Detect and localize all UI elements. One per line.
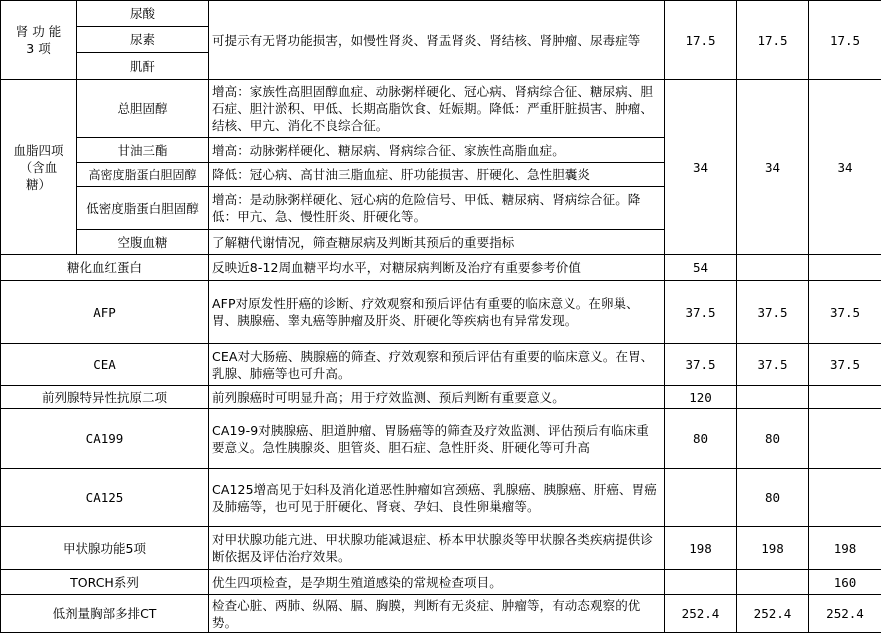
table-row [1, 80, 881, 138]
desc-thyroid: 对甲状腺功能亢进、甲状腺功能减退症、桥本甲状腺炎等甲状腺各类疾病提供诊断依据及评估治疗效果。 [209, 527, 665, 570]
table-row [1, 255, 881, 281]
price-psa-1: 120 [665, 386, 737, 409]
price-kidney-3: 17.5 [809, 1, 881, 80]
item-total-cholesterol: 总胆固醇 [77, 80, 209, 138]
price-psa-2 [737, 386, 809, 409]
price-hba1c-1: 54 [665, 255, 737, 281]
price-lipid-2: 34 [737, 80, 809, 255]
price-cea-2: 37.5 [737, 344, 809, 386]
desc-fasting-glucose: 了解糖代谢情况，筛查糖尿病及判断其预后的重要指标 [209, 230, 665, 255]
price-lipid-3: 34 [809, 80, 881, 255]
price-thyroid-3: 198 [809, 527, 881, 570]
group-lipid-four: 血脂四项 （含血 糖） [1, 80, 77, 255]
item-torch: TORCH系列 [1, 570, 209, 595]
item-psa: 前列腺特异性抗原二项 [1, 386, 209, 409]
desc-afp: AFP对原发性肝癌的诊断、疗效观察和预后评估有重要的临床意义。在卵巢、胃、胰腺癌、睾丸癌等肿瘤及肝炎、肝硬化等疾病也有异常发现。 [209, 281, 665, 344]
desc-torch: 优生四项检查，是孕期生殖道感染的常规检查项目。 [209, 570, 665, 595]
item-triglyceride: 甘油三酯 [77, 138, 209, 163]
item-chest-ct: 低剂量胸部多排CT [1, 595, 209, 633]
price-cea-3: 37.5 [809, 344, 881, 386]
price-torch-2 [737, 570, 809, 595]
desc-cea: CEA对大肠癌、胰腺癌的筛查、疗效观察和预后评估有重要的临床意义。在胃、乳腺、肺癌等也可升高。 [209, 344, 665, 386]
price-thyroid-2: 198 [737, 527, 809, 570]
price-thyroid-1: 198 [665, 527, 737, 570]
price-ca125-2: 80 [737, 469, 809, 527]
item-creatinine: 肌酐 [77, 53, 209, 80]
table-row [1, 570, 881, 595]
item-thyroid: 甲状腺功能5项 [1, 527, 209, 570]
item-cea: CEA [1, 344, 209, 386]
price-kidney-2: 17.5 [737, 1, 809, 80]
desc-ldl: 增高：是动脉粥样硬化、冠心病的危险信号、甲低、糖尿病、肾病综合征。降低：甲亢、急、慢性肝炎、肝硬化等。 [209, 187, 665, 230]
price-ca125-1 [665, 469, 737, 527]
price-ca199-1: 80 [665, 409, 737, 469]
table-row [1, 527, 881, 570]
desc-chest-ct: 检查心脏、两肺、纵隔、膈、胸膜，判断有无炎症、肿瘤等，有动态观察的优势。 [209, 595, 665, 633]
desc-psa: 前列腺癌时可明显升高；用于疗效监测、预后判断有重要意义。 [209, 386, 665, 409]
price-ca125-3 [809, 469, 881, 527]
price-hba1c-3 [809, 255, 881, 281]
item-ca199: CA199 [1, 409, 209, 469]
price-ct-2: 252.4 [737, 595, 809, 633]
item-fasting-glucose: 空腹血糖 [77, 230, 209, 255]
table-row [1, 409, 881, 469]
price-lipid-1: 34 [665, 80, 737, 255]
item-ca125: CA125 [1, 469, 209, 527]
item-hba1c: 糖化血红蛋白 [1, 255, 209, 281]
table-row [1, 595, 881, 633]
desc-ca125: CA125增高见于妇科及消化道恶性肿瘤如宫颈癌、乳腺癌、胰腺癌、肝癌、胃癌及肺癌等，也可见于肝硬化、肾衰、孕妇、良性卵巢瘤等。 [209, 469, 665, 527]
desc-hdl: 降低：冠心病、高甘油三脂血症、肝功能损害、肝硬化、急性胆囊炎 [209, 163, 665, 187]
table-row [1, 281, 881, 344]
desc-ca199: CA19-9对胰腺癌、胆道肿瘤、胃肠癌等的筛查及疗效监测、评估预后有临床重要意义。急性胰腺炎、胆管炎、胆石症、急性肝炎、肝硬化等可升高 [209, 409, 665, 469]
price-ct-3: 252.4 [809, 595, 881, 633]
item-hdl: 高密度脂蛋白胆固醇 [77, 163, 209, 187]
price-afp-3: 37.5 [809, 281, 881, 344]
price-psa-3 [809, 386, 881, 409]
desc-triglyceride: 增高：动脉粥样硬化、糖尿病、肾病综合征、家族性高脂血症。 [209, 138, 665, 163]
price-kidney-1: 17.5 [665, 1, 737, 80]
price-torch-3: 160 [809, 570, 881, 595]
table-row [1, 1, 881, 27]
group-kidney-function: 肾 功 能 3 项 [1, 1, 77, 80]
item-afp: AFP [1, 281, 209, 344]
price-afp-1: 37.5 [665, 281, 737, 344]
item-urea: 尿素 [77, 27, 209, 53]
price-ct-1: 252.4 [665, 595, 737, 633]
desc-hba1c: 反映近8-12周血糖平均水平，对糖尿病判断及治疗有重要参考价值 [209, 255, 665, 281]
desc-total-cholesterol: 增高：家族性高胆固醇血症、动脉粥样硬化、冠心病、肾病综合征、糖尿病、胆石症、胆汁淤积、甲低、长期高脂饮食、妊娠期。降低：严重肝脏损害、肿瘤、结核、甲亢、消化不良综合征。 [209, 80, 665, 138]
table-row [1, 386, 881, 409]
price-torch-1 [665, 570, 737, 595]
price-hba1c-2 [737, 255, 809, 281]
desc-kidney-function: 可提示有无肾功能损害，如慢性肾炎、肾盂肾炎、肾结核、肾肿瘤、尿毒症等 [209, 1, 665, 80]
table-row [1, 469, 881, 527]
price-cea-1: 37.5 [665, 344, 737, 386]
table-row [1, 344, 881, 386]
item-uric-acid: 尿酸 [77, 1, 209, 27]
price-afp-2: 37.5 [737, 281, 809, 344]
price-ca199-3 [809, 409, 881, 469]
item-ldl: 低密度脂蛋白胆固醇 [77, 187, 209, 230]
price-ca199-2: 80 [737, 409, 809, 469]
